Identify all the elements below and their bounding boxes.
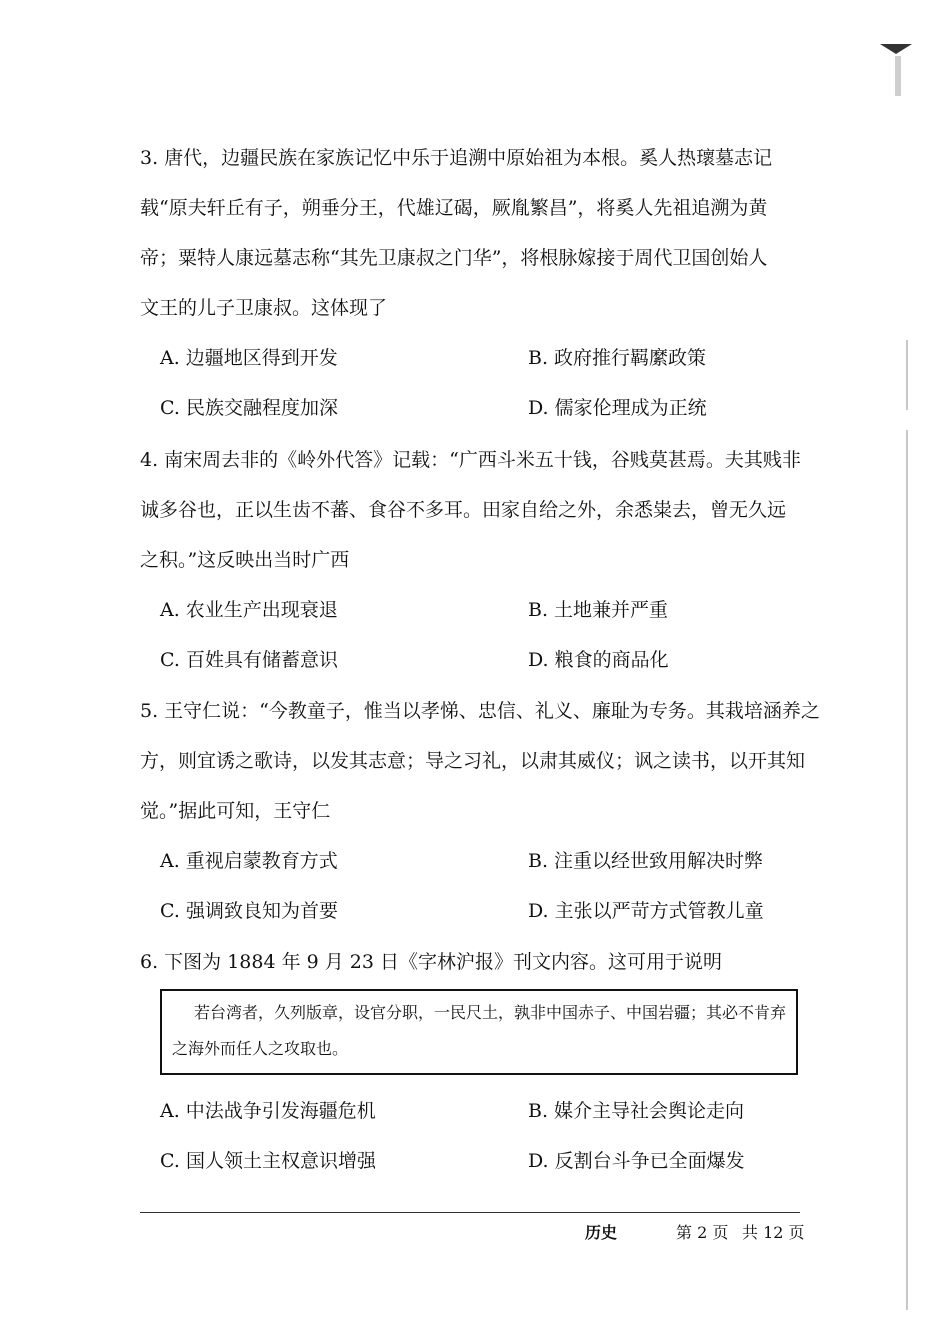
question-4 <box>140 435 820 685</box>
options-row <box>140 836 820 886</box>
options-row <box>140 1086 820 1136</box>
stem-line: 之积。”这反映出当时广西 <box>140 549 350 571</box>
option-a: A. 中法战争引发海疆危机 <box>160 1100 376 1122</box>
options-row <box>140 886 820 936</box>
option-b: B. 媒介主导社会舆论走向 <box>528 1100 745 1122</box>
option-c: C. 百姓具有储蓄意识 <box>160 649 338 671</box>
option-a: A. 边疆地区得到开发 <box>160 347 338 369</box>
question-stem <box>140 133 820 333</box>
corner-mark <box>880 44 912 54</box>
option-a: A. 农业生产出现衰退 <box>160 599 338 621</box>
footer-page-number: 第 2 页 <box>676 1223 729 1242</box>
options-row <box>140 1136 820 1186</box>
footer-divider <box>140 1212 800 1213</box>
option-d: D. 儒家伦理成为正统 <box>528 397 707 419</box>
stem-line: 4. 南宋周去非的《岭外代答》记载：“广西斗米五十钱，谷贱莫甚焉。夫其贱非 <box>140 449 801 471</box>
options-row <box>140 383 820 433</box>
question-6-options <box>140 1086 820 1186</box>
stem-line: 方，则宜诱之歌诗，以发其志意；导之习礼，以肃其威仪；讽之读书，以开其知 <box>140 750 806 772</box>
question-5 <box>140 686 820 936</box>
option-b: B. 政府推行羁縻政策 <box>528 347 707 369</box>
quote-line: 若台湾者，久列版章，设官分职，一民尺土，孰非中国赤子、中国岩疆；其必不肯弃 <box>194 1003 787 1022</box>
option-c: C. 强调致良知为首要 <box>160 900 338 922</box>
stem-line: 5. 王守仁说：“今教童子，惟当以孝悌、忠信、礼义、廉耻为专务。其栽培涵养之 <box>140 700 820 722</box>
option-d: D. 主张以严苛方式管教儿童 <box>528 900 764 922</box>
newspaper-quote-box <box>160 989 798 1075</box>
stem-line: 6. 下图为 1884 年 9 月 23 日《字林沪报》刊文内容。这可用于说明 <box>140 951 723 973</box>
question-3 <box>140 133 820 433</box>
option-d: D. 粮食的商品化 <box>528 649 669 671</box>
option-c: C. 民族交融程度加深 <box>160 397 338 419</box>
option-b: B. 土地兼并严重 <box>528 599 669 621</box>
stem-line: 3. 唐代，边疆民族在家族记忆中乐于追溯中原始祖为本根。奚人热瓌墓志记 <box>140 147 773 169</box>
footer-subject: 历史 <box>585 1223 618 1242</box>
scan-edge-line <box>906 430 908 1310</box>
stem-line: 文王的儿子卫康叔。这体现了 <box>140 297 388 319</box>
option-b: B. 注重以经世致用解决时弊 <box>528 850 764 872</box>
scan-edge-line <box>906 340 908 410</box>
stem-line: 觉。”据此可知，王守仁 <box>140 800 331 822</box>
quote-line: 之海外而任人之攻取也。 <box>172 1039 349 1058</box>
question-stem <box>140 686 820 836</box>
question-stem <box>140 435 820 585</box>
question-6 <box>140 937 820 987</box>
stem-line: 载“原夫轩丘有子，朔垂分王，代雄辽碣，厥胤繁昌”，将奚人先祖追溯为黄 <box>140 197 768 219</box>
options-row <box>140 585 820 635</box>
option-d: D. 反割台斗争已全面爆发 <box>528 1150 745 1172</box>
stem-line: 帝；粟特人康远墓志称“其先卫康叔之门华”，将根脉嫁接于周代卫国创始人 <box>140 247 768 269</box>
options-row <box>140 635 820 685</box>
option-a: A. 重视启蒙教育方式 <box>160 850 338 872</box>
scan-edge-mark <box>895 56 901 96</box>
question-stem <box>140 937 820 987</box>
footer-total-pages: 共 12 页 <box>742 1223 805 1242</box>
stem-line: 诚多谷也，正以生齿不蕃、食谷不多耳。田家自给之外，余悉粜去，曾无久远 <box>140 499 787 521</box>
options-row <box>140 333 820 383</box>
option-c: C. 国人领土主权意识增强 <box>160 1150 376 1172</box>
